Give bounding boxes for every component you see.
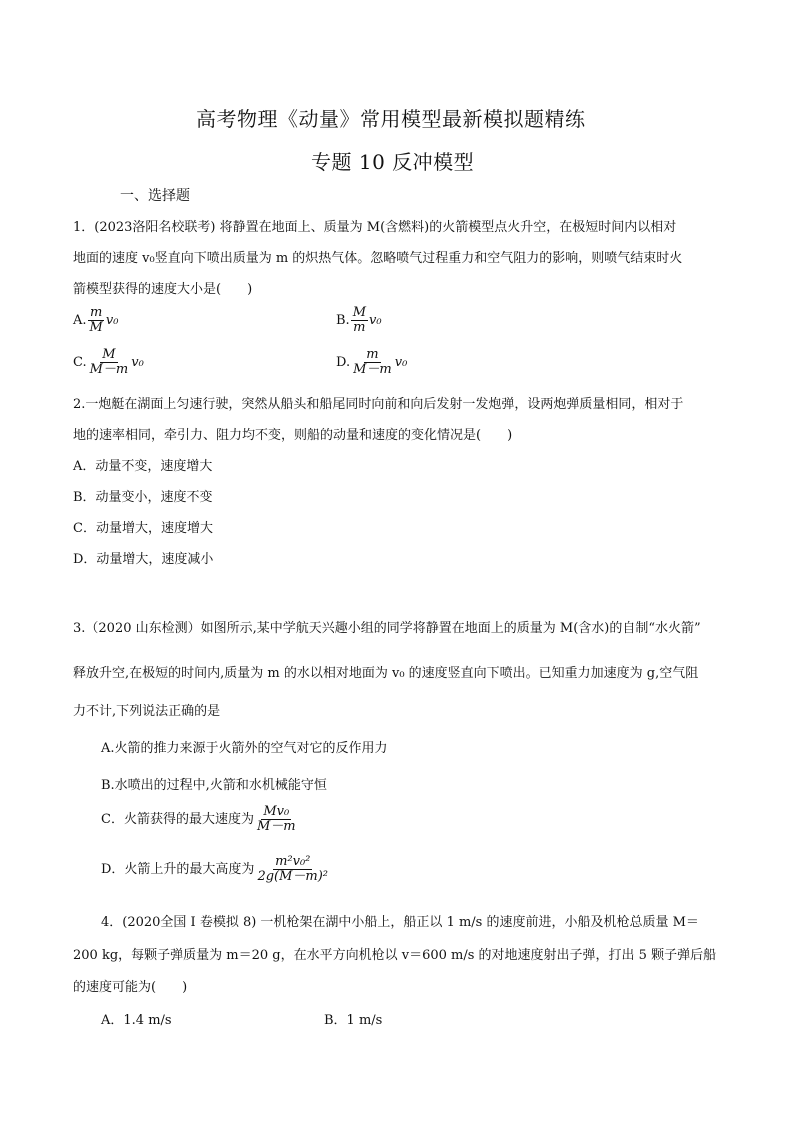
fraction-denominator: m xyxy=(353,320,366,335)
fraction-numerator: M xyxy=(102,347,116,362)
fraction xyxy=(351,306,368,335)
fraction-numerator: m xyxy=(366,347,379,362)
q4-line-1: 4．(2020全国 I 卷模拟 8) 一机枪架在湖中小船上，船正以 1 m/s 的速度前进，小船及机枪总质量 M＝ xyxy=(101,915,699,930)
q2-line-1: 2.一炮艇在湖面上匀速行驶，突然从船头和船尾同时向前和向后发射一发炮弹，设两炮弹质量相同，相对于 xyxy=(73,397,684,412)
q3-option-b: B.水喷出的过程中,火箭和水机械能守恒 xyxy=(101,778,327,793)
option-label: C. xyxy=(73,355,87,370)
q3-option-d xyxy=(101,855,331,884)
q3-option-a: A.火箭的推力来源于火箭外的空气对它的反作用力 xyxy=(101,741,388,756)
q3-option-c xyxy=(101,805,299,834)
q3-line-1: 3.（2020 山东检测）如图所示,某中学航天兴趣小组的同学将静置在地面上的质量为 M(含水)的自制“水火箭” xyxy=(73,621,701,636)
option-tail: v₀ xyxy=(131,355,144,370)
q1-line-3: 箭模型获得的速度大小是( ) xyxy=(73,282,253,297)
q4-option-a: A．1.4 m/s xyxy=(101,1013,172,1028)
q2-option-d: D．动量增大，速度减小 xyxy=(73,552,214,567)
fraction-denominator: M－m xyxy=(256,819,296,834)
q1-line-2: 地面的速度 v₀竖直向下喷出质量为 m 的炽热气体。忽略喷气过程重力和空气阻力的影响，则喷气结束时火 xyxy=(73,251,683,266)
q1-line-1: 1．(2023洛阳名校联考) 将静置在地面上、质量为 M(含燃料)的火箭模型点火升空，在极短时间内以相对 xyxy=(73,220,677,235)
page-subtitle: 专题 10 反冲模型 xyxy=(311,150,475,174)
fraction-numerator: M xyxy=(352,305,366,320)
fraction-denominator: M－m xyxy=(353,362,392,377)
fraction-denominator: M xyxy=(89,320,103,335)
fraction-numerator: Mv₀ xyxy=(263,804,290,819)
q4-option-b: B．1 m/s xyxy=(324,1013,383,1028)
option-text: D．火箭上升的最大高度为 xyxy=(101,862,255,877)
option-label: D. xyxy=(336,355,351,370)
option-label: B. xyxy=(336,313,350,328)
option-tail: v₀ xyxy=(394,355,408,370)
fraction-denominator: 2g(M－m)² xyxy=(257,869,329,884)
fraction xyxy=(255,805,298,834)
q1-option-a xyxy=(73,306,118,335)
q4-line-3: 的速度可能为( ) xyxy=(73,980,188,995)
option-tail: v₀ xyxy=(369,313,382,328)
fraction xyxy=(351,348,394,377)
q3-line-2: 释放升空,在极短的时间内,质量为 m 的水以相对地面为 v₀ 的速度竖直向下喷出。已知重力加速度为 g,空气阻 xyxy=(73,666,699,681)
fraction xyxy=(255,855,330,884)
fraction-numerator: m xyxy=(90,305,103,320)
q2-option-b: B．动量变小，速度不变 xyxy=(73,490,213,505)
fraction xyxy=(88,306,105,335)
fraction-numerator: m²v₀² xyxy=(275,854,311,869)
fraction xyxy=(88,348,131,377)
fraction-denominator: M－m xyxy=(89,362,129,377)
q4-line-2: 200 kg，每颗子弹质量为 m＝20 g，在水平方向机枪以 v＝600 m/s 的对地速度射出子弹，打出 5 颗子弹后船 xyxy=(73,948,717,963)
option-text: C．火箭获得的最大速度为 xyxy=(101,812,254,827)
q2-option-a: A．动量不变，速度增大 xyxy=(73,459,213,474)
q1-option-b xyxy=(336,306,382,335)
q1-option-d xyxy=(336,348,407,377)
option-tail: v₀ xyxy=(105,313,119,328)
q1-option-c xyxy=(73,348,144,377)
option-label: A. xyxy=(73,313,87,328)
q2-option-c: C．动量增大，速度增大 xyxy=(73,521,213,536)
section-heading: 一、选择题 xyxy=(120,188,190,204)
q2-line-2: 地的速率相同，牵引力、阻力均不变，则船的动量和速度的变化情况是( ) xyxy=(73,428,513,443)
q3-line-3: 力不计,下列说法正确的是 xyxy=(73,704,221,719)
page-title: 高考物理《动量》常用模型最新模拟题精练 xyxy=(196,107,586,131)
